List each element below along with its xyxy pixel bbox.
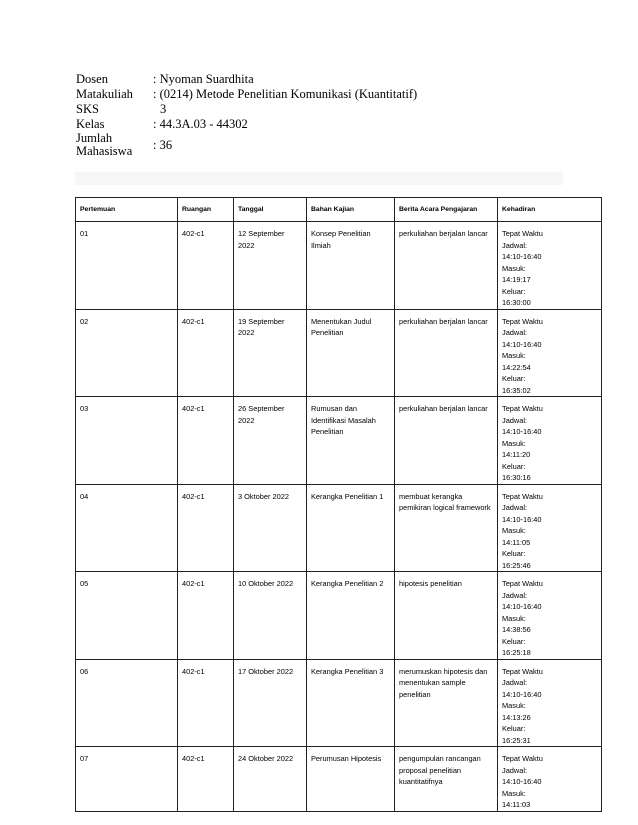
cell-tanggal: 19 September 2022 bbox=[234, 309, 307, 397]
kehadiran-jadwal: 14:10-16:40 bbox=[502, 602, 542, 611]
header-ruangan: Ruangan bbox=[178, 198, 234, 222]
cell-bahan-kajian: Perumusan Hipotesis bbox=[307, 747, 395, 812]
cell-bahan-kajian: Konsep Penelitian Ilmiah bbox=[307, 222, 395, 310]
kehadiran-keluar: 16:30:16 bbox=[502, 473, 531, 482]
cell-ruangan: 402-c1 bbox=[178, 747, 234, 812]
table-row bbox=[76, 747, 602, 812]
kehadiran-keluar-label: Keluar: bbox=[502, 636, 526, 646]
cell-berita-acara: perkuliahan berjalan lancar bbox=[395, 222, 498, 310]
kehadiran-keluar: 16:25:46 bbox=[502, 560, 531, 570]
table-row bbox=[76, 222, 602, 310]
cell-kehadiran bbox=[498, 309, 602, 397]
kehadiran-keluar: 16:25:18 bbox=[502, 648, 531, 657]
kehadiran-masuk-label: Masuk: bbox=[502, 788, 526, 798]
cell-pertemuan: 07 bbox=[76, 747, 178, 812]
kehadiran-keluar-label: Keluar: bbox=[502, 549, 526, 558]
header-kehadiran: Kehadiran bbox=[498, 198, 602, 222]
cell-tanggal: 3 Oktober 2022 bbox=[234, 484, 307, 572]
kehadiran-status: Tepat Waktu bbox=[502, 316, 543, 326]
cell-bahan-kajian: Menentukan Judul Penelitian bbox=[307, 309, 395, 397]
info-jumlah-mahasiswa bbox=[76, 132, 417, 158]
info-label: Kelas bbox=[76, 117, 105, 131]
cell-tanggal: 26 September 2022 bbox=[234, 397, 307, 485]
cell-kehadiran bbox=[498, 397, 602, 485]
kehadiran-status: Tepat Waktu bbox=[502, 404, 543, 413]
kehadiran-jadwal: 14:10-16:40 bbox=[502, 339, 542, 349]
cell-pertemuan: 06 bbox=[76, 659, 178, 747]
info-value: : 44.3A.03 - 44302 bbox=[153, 117, 248, 131]
kehadiran-jadwal-label: Jadwal: bbox=[502, 765, 528, 775]
info-value: : 36 bbox=[153, 137, 173, 152]
cell-berita-acara: pengumpulan rancangan proposal penelitian kuantitatifnya bbox=[395, 747, 498, 812]
info-label bbox=[76, 132, 153, 158]
table-row bbox=[76, 572, 602, 660]
kehadiran-masuk-label: Masuk: bbox=[502, 351, 526, 360]
info-value: 3 bbox=[160, 102, 167, 116]
divider-band bbox=[75, 172, 563, 185]
info-value: : Nyoman Suardhita bbox=[153, 72, 254, 86]
cell-berita-acara: perkuliahan berjalan lancar bbox=[395, 397, 498, 485]
kehadiran-masuk-label: Masuk: bbox=[502, 701, 526, 710]
cell-pertemuan: 02 bbox=[76, 309, 178, 397]
kehadiran-masuk: 14:22:54 bbox=[502, 362, 531, 372]
info-label: Matakuliah bbox=[76, 87, 133, 101]
kehadiran-jadwal-label: Jadwal: bbox=[502, 503, 528, 512]
cell-ruangan: 402-c1 bbox=[178, 484, 234, 572]
cell-berita-acara: perkuliahan berjalan lancar bbox=[395, 309, 498, 397]
cell-ruangan: 402-c1 bbox=[178, 572, 234, 660]
cell-bahan-kajian: Kerangka Penelitian 2 bbox=[307, 572, 395, 660]
cell-kehadiran bbox=[498, 484, 602, 572]
cell-ruangan: 402-c1 bbox=[178, 397, 234, 485]
cell-berita-acara: hipotesis penelitian bbox=[395, 572, 498, 660]
cell-ruangan: 402-c1 bbox=[178, 659, 234, 747]
kehadiran-masuk: 14:13:26 bbox=[502, 712, 531, 722]
table-header-row bbox=[76, 198, 602, 222]
kehadiran-status: Tepat Waktu bbox=[502, 754, 543, 763]
kehadiran-masuk: 14:38:56 bbox=[502, 625, 531, 634]
table-row bbox=[76, 397, 602, 485]
kehadiran-jadwal-label: Jadwal: bbox=[502, 415, 528, 425]
cell-kehadiran bbox=[498, 222, 602, 310]
kehadiran-jadwal: 14:10-16:40 bbox=[502, 689, 542, 699]
kehadiran-status: Tepat Waktu bbox=[502, 579, 543, 588]
kehadiran-masuk: 14:11:20 bbox=[502, 450, 531, 459]
kehadiran-keluar-label: Keluar: bbox=[502, 461, 526, 471]
cell-pertemuan: 03 bbox=[76, 397, 178, 485]
kehadiran-jadwal: 14:10-16:40 bbox=[502, 427, 542, 436]
cell-bahan-kajian: Kerangka Penelitian 1 bbox=[307, 484, 395, 572]
kehadiran-jadwal-label: Jadwal: bbox=[502, 678, 528, 687]
kehadiran-jadwal-label: Jadwal: bbox=[502, 328, 528, 337]
info-label-line: Mahasiswa bbox=[76, 144, 133, 158]
cell-ruangan: 402-c1 bbox=[178, 309, 234, 397]
info-label: SKS bbox=[76, 102, 99, 116]
kehadiran-masuk-label: Masuk: bbox=[502, 526, 526, 535]
info-label: Dosen bbox=[76, 72, 108, 86]
kehadiran-jadwal-label: Jadwal: bbox=[502, 240, 528, 250]
table-row bbox=[76, 659, 602, 747]
kehadiran-masuk-label: Masuk: bbox=[502, 263, 526, 273]
header-pertemuan: Pertemuan bbox=[76, 198, 178, 222]
info-sks bbox=[76, 102, 417, 117]
kehadiran-masuk-label: Masuk: bbox=[502, 613, 526, 623]
attendance-table bbox=[75, 197, 602, 812]
cell-bahan-kajian: Rumusan dan Identifikasi Masalah Penelitian bbox=[307, 397, 395, 485]
table-row bbox=[76, 309, 602, 397]
cell-kehadiran bbox=[498, 659, 602, 747]
kehadiran-keluar: 16:30:00 bbox=[502, 298, 531, 307]
info-kelas bbox=[76, 117, 417, 132]
info-dosen bbox=[76, 72, 417, 87]
kehadiran-keluar: 16:35:02 bbox=[502, 385, 531, 395]
kehadiran-jadwal-label: Jadwal: bbox=[502, 590, 528, 600]
cell-berita-acara: merumuskan hipotesis dan menentukan sample penelitian bbox=[395, 659, 498, 747]
info-value: : (0214) Metode Penelitian Komunikasi (Kuantitatif) bbox=[153, 87, 418, 101]
cell-pertemuan: 04 bbox=[76, 484, 178, 572]
cell-kehadiran bbox=[498, 747, 602, 812]
kehadiran-jadwal: 14:10-16:40 bbox=[502, 514, 542, 524]
table-row bbox=[76, 484, 602, 572]
kehadiran-keluar-label: Keluar: bbox=[502, 724, 526, 733]
header-berita-acara: Berita Acara Pengajaran bbox=[395, 198, 498, 222]
kehadiran-keluar-label: Keluar: bbox=[502, 374, 526, 383]
kehadiran-keluar: 16:25:31 bbox=[502, 735, 531, 745]
kehadiran-status: Tepat Waktu bbox=[502, 666, 543, 676]
cell-pertemuan: 05 bbox=[76, 572, 178, 660]
info-matakuliah bbox=[76, 87, 417, 102]
kehadiran-jadwal: 14:10-16:40 bbox=[502, 777, 542, 786]
kehadiran-status: Tepat Waktu bbox=[502, 229, 543, 238]
cell-tanggal: 10 Oktober 2022 bbox=[234, 572, 307, 660]
header-bahan-kajian: Bahan Kajian bbox=[307, 198, 395, 222]
cell-tanggal: 17 Oktober 2022 bbox=[234, 659, 307, 747]
cell-bahan-kajian: Kerangka Penelitian 3 bbox=[307, 659, 395, 747]
cell-ruangan: 402-c1 bbox=[178, 222, 234, 310]
cell-tanggal: 12 September 2022 bbox=[234, 222, 307, 310]
kehadiran-masuk: 14:11:03 bbox=[502, 800, 531, 809]
header-tanggal: Tanggal bbox=[234, 198, 307, 222]
kehadiran-status: Tepat Waktu bbox=[502, 491, 543, 501]
cell-berita-acara: membuat kerangka pemikiran logical framework bbox=[395, 484, 498, 572]
kehadiran-jadwal: 14:10-16:40 bbox=[502, 252, 542, 261]
cell-tanggal: 24 Oktober 2022 bbox=[234, 747, 307, 812]
course-info bbox=[76, 72, 417, 158]
kehadiran-keluar-label: Keluar: bbox=[502, 286, 526, 296]
kehadiran-masuk-label: Masuk: bbox=[502, 438, 526, 448]
cell-pertemuan: 01 bbox=[76, 222, 178, 310]
cell-kehadiran bbox=[498, 572, 602, 660]
kehadiran-masuk: 14:11:05 bbox=[502, 537, 531, 547]
info-label-line: Jumlah bbox=[76, 131, 113, 145]
kehadiran-masuk: 14:19:17 bbox=[502, 275, 531, 284]
